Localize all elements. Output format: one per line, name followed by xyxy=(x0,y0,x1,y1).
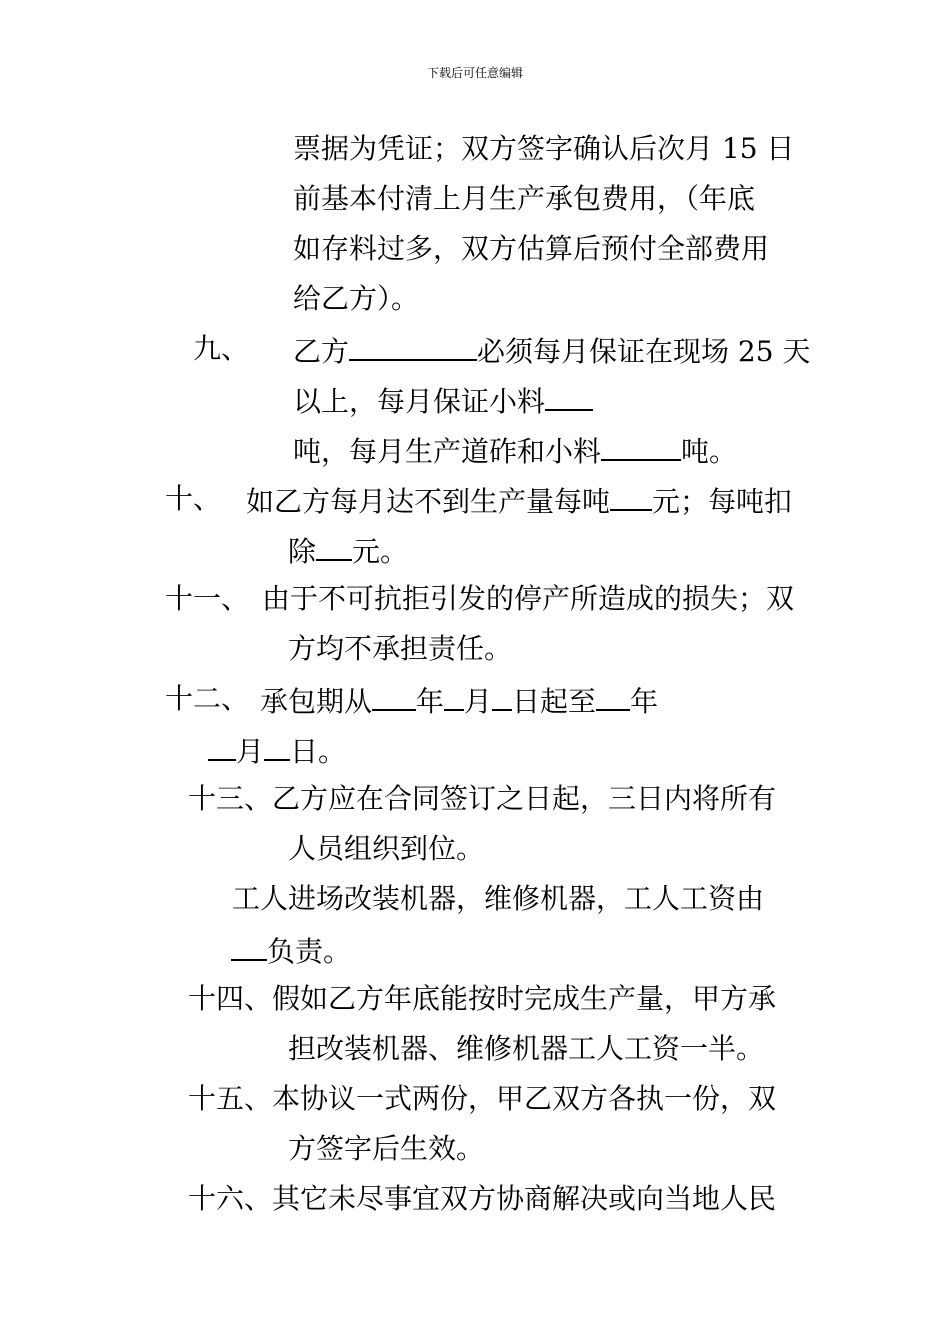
clause-number: 十、 xyxy=(165,482,222,515)
clause-text: 元；每吨扣 xyxy=(652,485,793,518)
blank-underline xyxy=(372,681,416,711)
clause-text: 元。 xyxy=(352,535,409,568)
clause-line xyxy=(293,431,737,470)
clause-number: 十二、 xyxy=(165,682,250,715)
clause-line: 工人进场改装机器，维修机器，工人工资由 xyxy=(232,882,765,915)
clause-text: 负责。 xyxy=(267,935,352,968)
clause-text: 必须每月保证在现场 25 天 xyxy=(477,335,811,368)
clause-line: 十四、假如乙方年底能按时完成生产量，甲方承 xyxy=(188,982,777,1015)
clause-text: 月 xyxy=(464,685,493,718)
clause-number: 十一、 xyxy=(165,582,250,615)
clause-text: 年 xyxy=(630,685,659,718)
clause-line: 十六、其它未尽事宜双方协商解决或向当地人民 xyxy=(188,1182,777,1215)
clause-line: 方均不承担责任。 xyxy=(288,632,513,665)
page-header: 下载后可任意编辑 xyxy=(426,66,523,80)
blank-underline xyxy=(316,531,352,561)
clause-line: 人员组织到位。 xyxy=(288,832,485,865)
clause-text: 吨，每月生产道砟和小料 xyxy=(293,435,602,468)
clause-line xyxy=(246,481,792,520)
clause-line: 十三、乙方应在合同签订之日起，三日内将所有 xyxy=(188,782,777,815)
paragraph-line: 票据为凭证；双方签字确认后次月 15 日 xyxy=(293,132,795,165)
blank-underline xyxy=(492,681,512,711)
clause-line: 担改装机器、维修机器工人工资一半。 xyxy=(288,1032,765,1065)
clause-text: 如乙方每月达不到生产量每吨 xyxy=(246,485,611,518)
blank-underline xyxy=(596,681,630,711)
clause-text: 乙方 xyxy=(293,335,350,368)
clause-line xyxy=(231,931,351,970)
blank-underline xyxy=(231,931,267,961)
clause-line xyxy=(260,681,658,720)
blank-underline xyxy=(601,431,681,461)
clause-line xyxy=(288,531,408,570)
paragraph-line: 如存料过多，双方估算后预付全部费用 xyxy=(293,232,770,265)
clause-text: 日。 xyxy=(290,735,347,768)
clause-line xyxy=(293,331,810,370)
blank-underline xyxy=(208,731,236,761)
blank-underline xyxy=(349,331,477,361)
clause-line xyxy=(208,731,346,770)
clause-number: 九、 xyxy=(193,332,250,365)
clause-text: 以上，每月保证小料 xyxy=(293,385,546,418)
clause-line xyxy=(293,381,593,420)
blank-underline xyxy=(610,481,652,511)
clause-text: 日起至 xyxy=(512,685,597,718)
clause-line: 由于不可抗拒引发的停产所造成的损失；双 xyxy=(262,582,795,615)
clause-line: 十五、本协议一式两份，甲乙双方各执一份，双 xyxy=(188,1082,777,1115)
clause-text: 承包期从 xyxy=(260,685,373,718)
clause-text: 吨。 xyxy=(681,435,738,468)
blank-underline xyxy=(444,681,464,711)
clause-line: 方签字后生效。 xyxy=(288,1132,485,1165)
clause-text: 月 xyxy=(236,735,265,768)
blank-underline xyxy=(545,381,593,411)
clause-text: 除 xyxy=(288,535,317,568)
paragraph-line: 给乙方）。 xyxy=(293,282,420,315)
paragraph-line: 前基本付清上月生产承包费用，（年底 xyxy=(293,182,756,215)
blank-underline xyxy=(264,731,290,761)
clause-text: 年 xyxy=(416,685,445,718)
